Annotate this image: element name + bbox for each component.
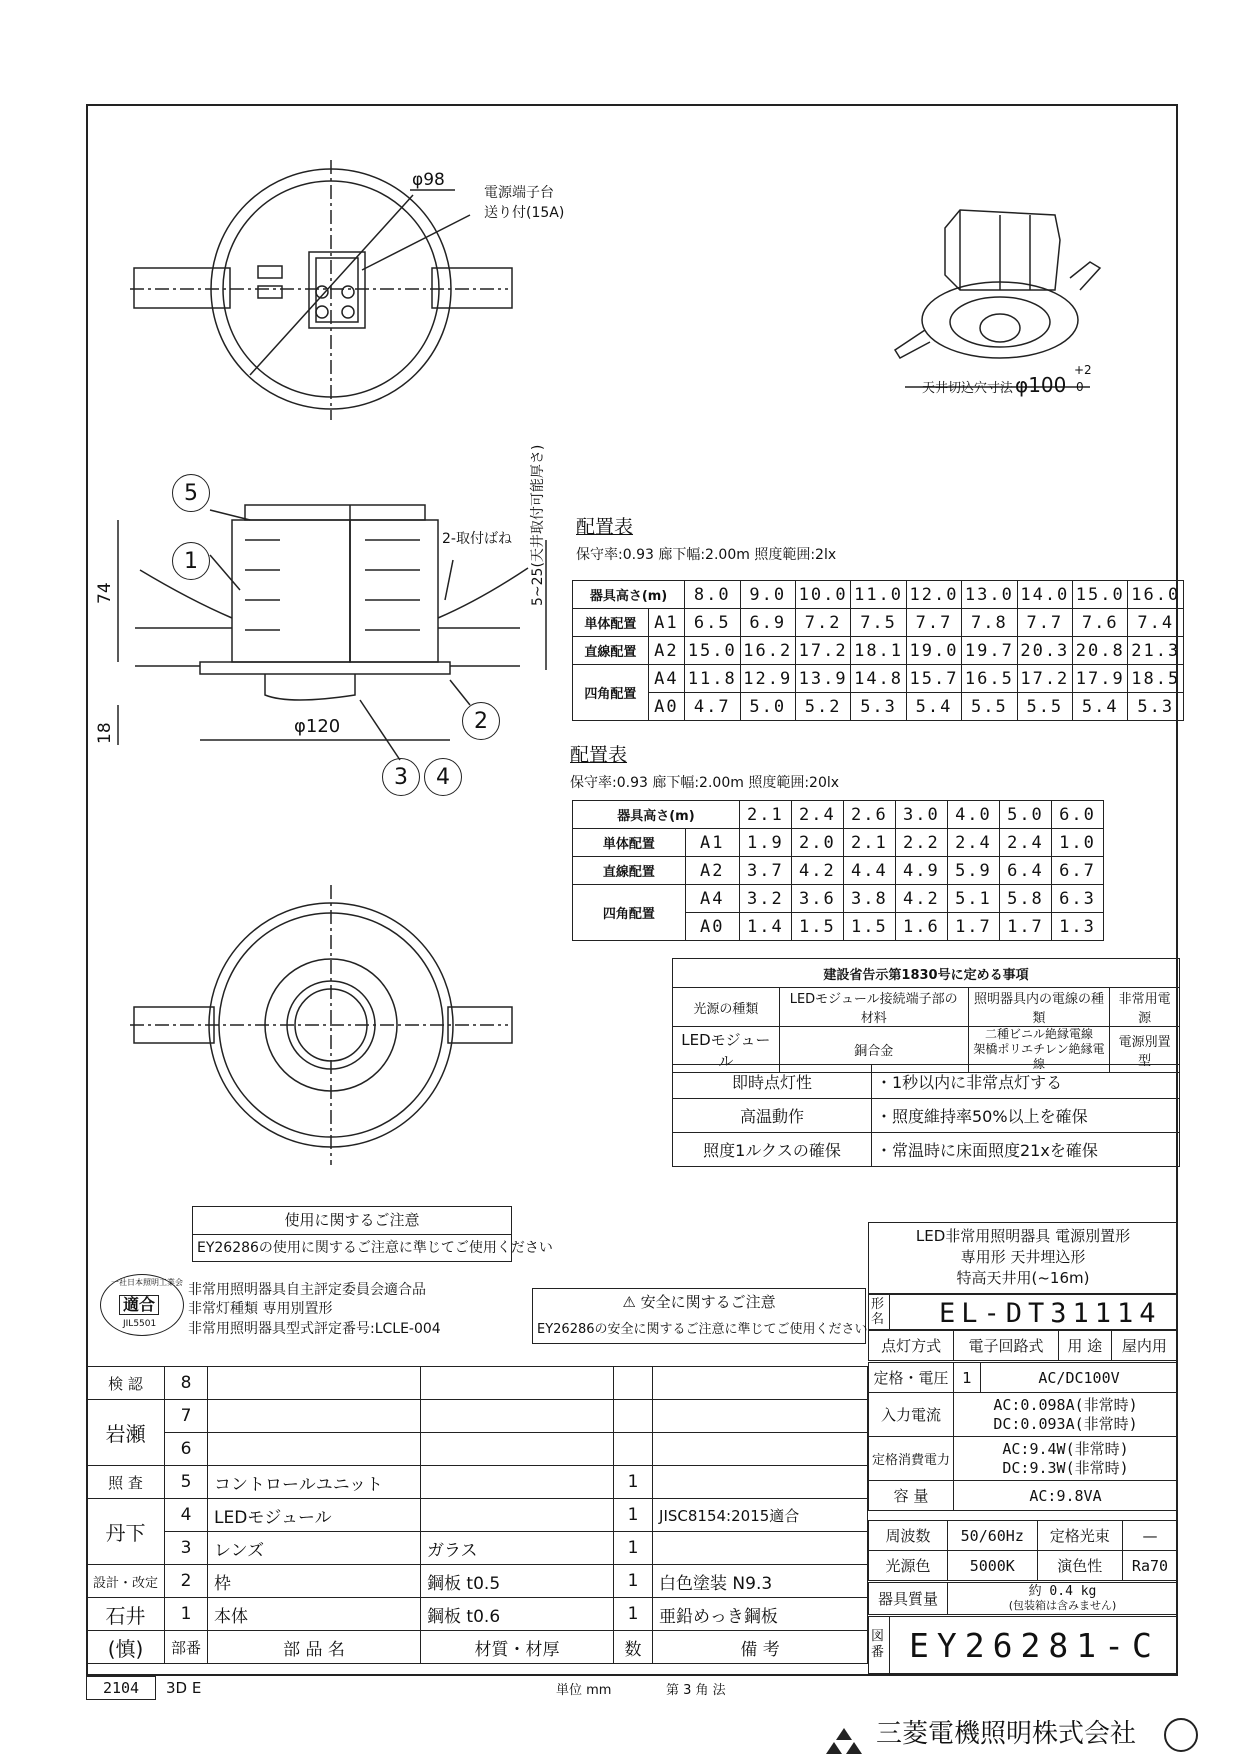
req-header: 光源の種類 (673, 988, 780, 1027)
spec-value: AC/DC100V (981, 1363, 1178, 1393)
isometric-view (895, 210, 1100, 387)
req-label: 即時点灯性 (673, 1065, 872, 1099)
table-cell: 12.0 (906, 581, 961, 609)
spec-value: AC:9.8VA (954, 1481, 1178, 1511)
table-cell: 1.4 (739, 913, 791, 941)
part-number: 1 (165, 1598, 208, 1631)
table-cell: 11.8 (685, 665, 740, 693)
req-header: 照明器具内の電線の種類 (968, 988, 1110, 1027)
req-value: 二種ビニル絶縁電線 (984, 1027, 1093, 1041)
usage-notice-text: EY26286の使用に関するご注意に準じてご使用ください (197, 1240, 553, 1256)
table-cell: 4.2 (895, 885, 947, 913)
part-note (653, 1367, 868, 1400)
table-cell: 19.7 (962, 637, 1017, 665)
spec-value: — (1122, 1521, 1177, 1551)
spec-label: 定格消費電力 (869, 1437, 954, 1481)
table-cell: 7.6 (1073, 609, 1128, 637)
table-cell: 5.5 (1017, 693, 1072, 721)
side-label: (慎) (87, 1631, 165, 1664)
req-header: 非常用電源 (1110, 988, 1180, 1027)
spec-label: 点灯方式 (869, 1331, 954, 1361)
part-note (653, 1400, 868, 1433)
table-cell: 4.9 (895, 857, 947, 885)
table-cell: 20.3 (1017, 637, 1072, 665)
req-detail: ・1秒以内に非常点灯する (872, 1065, 1180, 1099)
footer-code: 2104 (102, 1679, 140, 1697)
row-code: A4 (648, 665, 684, 693)
req-value: LEDモジュール (673, 1027, 780, 1073)
spec-value: AC:9.4W(非常時) (1002, 1439, 1129, 1458)
part-qty: 1 (614, 1565, 653, 1598)
part-material: 鋼板 t0.6 (421, 1598, 614, 1631)
table-cell: 10.0 (795, 581, 850, 609)
table-cell: 9.0 (740, 581, 795, 609)
req-label: 高温動作 (673, 1099, 872, 1133)
side-label: 検 認 (87, 1367, 165, 1400)
table-cell: 13.0 (962, 581, 1017, 609)
table-cell: 2.4 (999, 829, 1051, 857)
requirements-table-2 (672, 1064, 1180, 1167)
parts-header: 部番 (165, 1631, 208, 1664)
table-cell: 5.8 (999, 885, 1051, 913)
layout-table-1-conditions: 保守率:0.93 廊下幅:2.00m 照度範囲:2lx (576, 547, 837, 563)
table-cell: 5.0 (999, 801, 1051, 829)
dim-18: 18 (95, 722, 115, 744)
callout-1: 1 (172, 542, 210, 580)
spec-table-2 (868, 1362, 1178, 1511)
part-note: 亜鉛めっき鋼板 (653, 1598, 868, 1631)
side-label: 岩瀬 (87, 1400, 165, 1466)
top-view (130, 160, 512, 420)
spec-note: (包装箱は含みません) (1008, 1598, 1117, 1612)
row-code: A0 (648, 693, 684, 721)
part-number: 2 (165, 1565, 208, 1598)
table-cell: 12.9 (740, 665, 795, 693)
registered-circle-icon (1164, 1718, 1198, 1752)
layout-table-2-conditions: 保守率:0.93 廊下幅:2.00m 照度範囲:20lx (570, 775, 840, 791)
table-cell: 16.5 (962, 665, 1017, 693)
spec-label: 定格・電圧 (869, 1363, 954, 1393)
safety-notice (532, 1288, 866, 1344)
part-number: 3 (165, 1532, 208, 1565)
part-qty (614, 1433, 653, 1466)
row-code: A4 (685, 885, 739, 913)
table-cell: 6.7 (1051, 857, 1103, 885)
part-name (208, 1400, 421, 1433)
table-cell: 1.5 (843, 913, 895, 941)
table-cell: 18.1 (851, 637, 906, 665)
spec-label: 用 途 (1058, 1331, 1111, 1361)
seal-top-text: 一社日本照明工業会 (111, 1278, 183, 1287)
parts-header: 部 品 名 (208, 1631, 421, 1664)
table-cell: 4.7 (685, 693, 740, 721)
spec-value: 50/60Hz (948, 1521, 1038, 1551)
row-group: 単体配置 (573, 829, 686, 857)
table-cell: 4.0 (947, 801, 999, 829)
table-cell: 11.0 (851, 581, 906, 609)
part-number: 7 (165, 1400, 208, 1433)
side-label: 石井 (87, 1598, 165, 1631)
req-value: 銅合金 (779, 1027, 968, 1073)
safety-notice-text: EY26286の安全に関するご注意に準じてご使用ください (537, 1322, 868, 1337)
requirements-title: 建設省告示第1830号に定める事項 (673, 959, 1180, 988)
certification-seal (100, 1274, 184, 1336)
part-material (421, 1466, 614, 1499)
part-note: JISC8154:2015適合 (653, 1499, 868, 1532)
row-code: A1 (648, 609, 684, 637)
product-desc-3: 特高天井用(~16m) (956, 1269, 1090, 1287)
req-detail: ・常温時に床面照度21xを確保 (872, 1133, 1180, 1167)
spec-table (868, 1330, 1178, 1361)
table-cell: 14.8 (851, 665, 906, 693)
product-desc-2: 専用形 天井埋込形 (960, 1248, 1086, 1266)
seal-bottom-text: JIL5501 (123, 1319, 157, 1329)
model-number: EL-DT31114 (939, 1298, 1162, 1329)
drawing-number-box (868, 1616, 1178, 1674)
spec-value: Ra70 (1122, 1551, 1177, 1581)
parts-header: 数 (614, 1631, 653, 1664)
table-cell: 21.3 (1128, 637, 1184, 665)
spec-value: 約 0.4 kg (1028, 1583, 1097, 1599)
table-cell: 6.5 (685, 609, 740, 637)
table-cell: 3.7 (739, 857, 791, 885)
table-cell: 3.8 (843, 885, 895, 913)
table-cell: 7.7 (1017, 609, 1072, 637)
row-group: 単体配置 (573, 609, 649, 637)
spec-value: AC:0.098A(非常時) (993, 1395, 1138, 1414)
part-qty (614, 1367, 653, 1400)
table-cell: 7.4 (1128, 609, 1184, 637)
part-name (208, 1433, 421, 1466)
drawing-number: EY26281-C (909, 1626, 1160, 1665)
part-number: 5 (165, 1466, 208, 1499)
part-qty: 1 (614, 1598, 653, 1631)
part-material (421, 1400, 614, 1433)
row-group: 直線配置 (573, 637, 649, 665)
spring-label: 2-取付ばね (442, 531, 512, 547)
spec-label: 容 量 (869, 1481, 954, 1511)
callout-3: 3 (382, 758, 420, 796)
row-group: 四角配置 (573, 885, 686, 941)
model-box (868, 1294, 1178, 1330)
callout-2: 2 (462, 702, 500, 740)
model-label: 形名 (871, 1297, 885, 1327)
table-cell: 3.6 (791, 885, 843, 913)
row-code: A1 (685, 829, 739, 857)
part-material: ガラス (421, 1532, 614, 1565)
table-cell: 1.3 (1051, 913, 1103, 941)
table-cell: 8.0 (685, 581, 740, 609)
table-cell: 1.6 (895, 913, 947, 941)
spec-table-4 (868, 1582, 1178, 1615)
table-cell: 6.9 (740, 609, 795, 637)
table-cell: 2.1 (843, 829, 895, 857)
part-name: 枠 (208, 1565, 421, 1598)
part-material (421, 1499, 614, 1532)
part-note (653, 1466, 868, 1499)
footer-projection: 第 3 角 法 (666, 1683, 726, 1698)
table-cell: 2.0 (791, 829, 843, 857)
table-cell: 7.8 (962, 609, 1017, 637)
table-cell: 7.2 (795, 609, 850, 637)
part-material (421, 1367, 614, 1400)
req-detail: ・照度維持率50%以上を確保 (872, 1099, 1180, 1133)
part-name: LEDモジュール (208, 1499, 421, 1532)
terminal-label-1: 電源端子台 (484, 185, 554, 201)
table-cell: 7.7 (906, 609, 961, 637)
req-value: 架橋ポリエチレン絶縁電線 (973, 1042, 1105, 1071)
safety-notice-title: 安全に関するご注意 (640, 1293, 776, 1311)
footer-code-box (86, 1676, 156, 1700)
part-material: 鋼板 t0.5 (421, 1565, 614, 1598)
spec-value: DC:9.3W(非常時) (1002, 1458, 1129, 1477)
side-label: 照 査 (87, 1466, 165, 1499)
usage-notice-title: 使用に関するご注意 (284, 1211, 420, 1229)
table-cell: 1.7 (999, 913, 1051, 941)
spec-label: 定格光束 (1037, 1521, 1122, 1551)
table-cell: 2.6 (843, 801, 895, 829)
table-cell: 17.2 (795, 637, 850, 665)
drawing-number-label: 図番 (871, 1629, 885, 1660)
part-name (208, 1367, 421, 1400)
footer-model-type: 3D E (166, 1679, 202, 1697)
cutout-value: φ100 (1015, 373, 1067, 397)
row-code: A2 (648, 637, 684, 665)
product-desc-1: LED非常用照明器具 電源別置形 (915, 1227, 1131, 1245)
table-cell: 15.0 (685, 637, 740, 665)
part-qty (614, 1400, 653, 1433)
part-number: 8 (165, 1367, 208, 1400)
table-cell: 5.1 (947, 885, 999, 913)
part-note: 白色塗装 N9.3 (653, 1565, 868, 1598)
part-name: レンズ (208, 1532, 421, 1565)
table-cell: 5.2 (795, 693, 850, 721)
table-cell: 4.4 (843, 857, 895, 885)
part-number: 4 (165, 1499, 208, 1532)
spec-value: 屋内用 (1111, 1331, 1177, 1361)
table-cell: 7.5 (851, 609, 906, 637)
parts-header: 備 考 (653, 1631, 868, 1664)
part-material (421, 1433, 614, 1466)
table-cell: 5.3 (1128, 693, 1184, 721)
part-name: 本体 (208, 1598, 421, 1631)
cutout-label: 天井切込穴寸法 (922, 381, 1014, 396)
spec-label: 周波数 (869, 1521, 948, 1551)
dim-74: 74 (95, 582, 115, 604)
footer-unit: 単位 mm (556, 1683, 612, 1698)
usage-notice (192, 1206, 553, 1262)
spec-table-3 (868, 1520, 1178, 1581)
bottom-view (130, 885, 512, 1165)
spec-label: 器具質量 (869, 1583, 948, 1615)
spec-value: DC:0.093A(非常時) (993, 1414, 1138, 1433)
cert-line-2: 非常灯種類 専用別置形 (188, 1301, 333, 1317)
side-label: 丹下 (87, 1499, 165, 1565)
layout-table-2-title: 配置表 (570, 744, 628, 766)
spec-label: 光源色 (869, 1551, 948, 1581)
side-label: 設計・改定 (87, 1565, 165, 1598)
table-cell: 4.2 (791, 857, 843, 885)
layout-table-1 (572, 580, 1184, 721)
spec-value: 1 (954, 1363, 981, 1393)
cutout-tol-plus: +2 (1074, 363, 1092, 377)
table-cell: 6.4 (999, 857, 1051, 885)
spec-value: 電子回路式 (954, 1331, 1058, 1361)
table-cell: 2.4 (947, 829, 999, 857)
layout-table-2 (572, 800, 1104, 941)
table-cell: 1.0 (1051, 829, 1103, 857)
spec-value: 5000K (948, 1551, 1038, 1581)
cert-line-3: 非常用照明器具型式評定番号:LCLE-004 (188, 1321, 441, 1337)
table-cell: 15.0 (1073, 581, 1128, 609)
table-cell: 5.4 (906, 693, 961, 721)
table-cell: 5.3 (851, 693, 906, 721)
part-qty: 1 (614, 1466, 653, 1499)
table-cell: 19.0 (906, 637, 961, 665)
requirements-table (672, 958, 1180, 1073)
table-cell: 2.1 (739, 801, 791, 829)
table-cell: 5.0 (740, 693, 795, 721)
part-qty: 1 (614, 1532, 653, 1565)
table-cell: 2.2 (895, 829, 947, 857)
part-note (653, 1433, 868, 1466)
table-cell: 5.4 (1073, 693, 1128, 721)
cert-line-1: 非常用照明器具自主評定委員会適合品 (188, 1282, 426, 1298)
row-group: 四角配置 (573, 665, 649, 721)
layout-table-1-title: 配置表 (576, 516, 634, 538)
part-note (653, 1532, 868, 1565)
req-label: 照度1ルクスの確保 (673, 1133, 872, 1167)
table-cell: 6.3 (1051, 885, 1103, 913)
req-value: 電源別置型 (1110, 1027, 1180, 1073)
ceiling-label: 5~25(天井取付可能厚さ) (530, 444, 546, 606)
table-cell: 13.9 (795, 665, 850, 693)
table-cell: 16.0 (1128, 581, 1184, 609)
req-header: LEDモジュール接続端子部の材料 (779, 988, 968, 1027)
terminal-label-2: 送り付(15A) (484, 205, 565, 221)
callout-4: 4 (424, 758, 462, 796)
spec-label: 入力電流 (869, 1393, 954, 1437)
table-cell: 3.2 (739, 885, 791, 913)
table-header-label: 器具高さ(m) (573, 581, 685, 609)
table-cell: 15.7 (906, 665, 961, 693)
part-name: コントロールユニット (208, 1466, 421, 1499)
row-group: 直線配置 (573, 857, 686, 885)
table-cell: 18.5 (1128, 665, 1184, 693)
callout-5: 5 (172, 474, 210, 512)
company-name: 三菱電機照明株式会社 (876, 1719, 1137, 1749)
warning-icon: ⚠ (622, 1293, 636, 1311)
table-cell: 6.0 (1051, 801, 1103, 829)
spec-label: 演色性 (1037, 1551, 1122, 1581)
table-cell: 16.2 (740, 637, 795, 665)
cutout-tol-zero: 0 (1076, 380, 1084, 394)
part-number: 6 (165, 1433, 208, 1466)
table-cell: 2.4 (791, 801, 843, 829)
parts-header: 材質・材厚 (421, 1631, 614, 1664)
table-cell: 3.0 (895, 801, 947, 829)
table-cell: 1.9 (739, 829, 791, 857)
dim-phi120: φ120 (294, 716, 341, 737)
table-cell: 17.2 (1017, 665, 1072, 693)
table-cell: 5.9 (947, 857, 999, 885)
product-description (868, 1222, 1178, 1294)
table-cell: 5.5 (962, 693, 1017, 721)
parts-table (86, 1366, 868, 1664)
table-cell: 1.5 (791, 913, 843, 941)
dim-phi98: φ98 (412, 170, 445, 190)
part-qty: 1 (614, 1499, 653, 1532)
table-cell: 20.8 (1073, 637, 1128, 665)
table-header-label: 器具高さ(m) (573, 801, 740, 829)
table-cell: 14.0 (1017, 581, 1072, 609)
row-code: A2 (685, 857, 739, 885)
seal-main-text: 適合 (119, 1295, 159, 1315)
table-cell: 17.9 (1073, 665, 1128, 693)
row-code: A0 (685, 913, 739, 941)
table-cell: 1.7 (947, 913, 999, 941)
